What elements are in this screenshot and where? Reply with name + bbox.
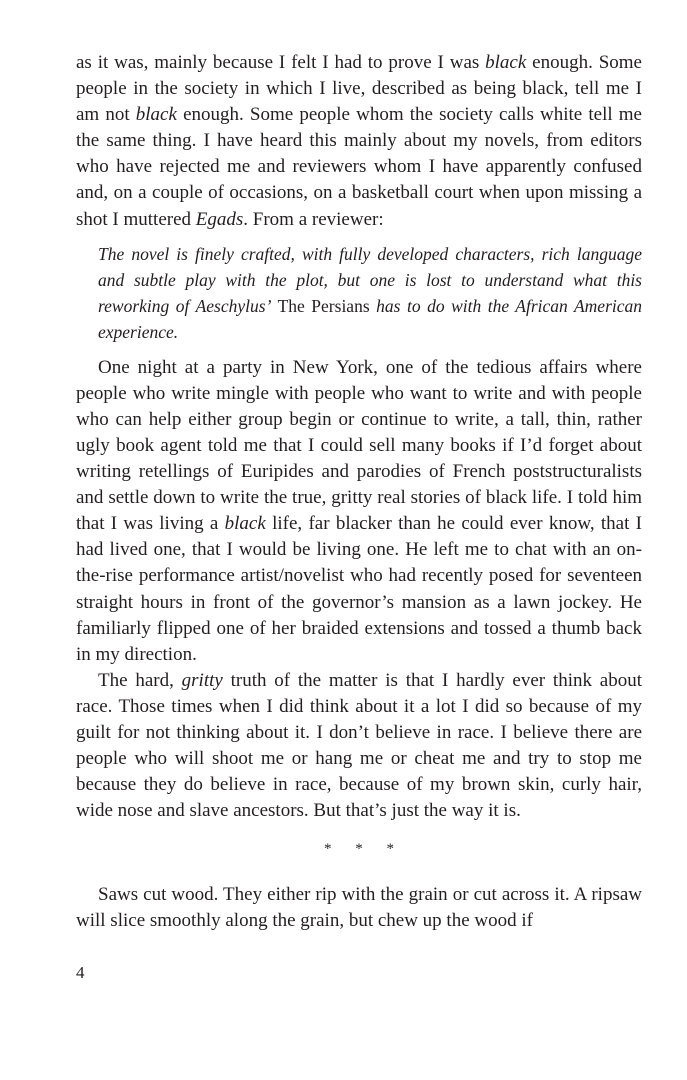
paragraph-text: Saws cut wood. They either rip with the grain or cut across it. A ripsaw will slice smoothly along the grain, but chew up the wood if	[76, 884, 642, 932]
paragraph-text: truth of the matter is that I hardly ever think about race. Those times when I did think about it a lot I did so because of my guilt for not thinking about it. I don’t believe in race. I believe there are people who will shoot me or hang me or cheat me and try to stop me because they do believe in race, because of my brown skin, curly hair, wide nose and slave ancestors. But that’s just the way it is.	[76, 669, 642, 822]
paragraph-text: enough. Some people in the society in which I live, described as being black, tell me I am not	[76, 52, 642, 126]
paragraph-saws	[76, 882, 642, 934]
paragraph-text: One night at a party in New York, one of the tedious affairs where people who write mingle with people who want to write and with people who can help either group begin or continue to write, a tall, thin, rather ugly book agent told me that I could sell many books if I’d forget about writing retellings of Euripides and parodies of French poststructuralists and settle down to write the true, gritty real stories of black life. I told him that I was living a	[76, 356, 642, 535]
paragraph-party	[76, 355, 642, 668]
paragraph-text: enough. Some people whom the society calls white tell me the same thing. I have heard this mainly about my novels, from editors who have rejected me and reviewers whom I have apparently confused and, on a couple of occasions, on a basketball court when upon missing a shot I muttered	[76, 104, 642, 230]
section-break-ornament: * * *	[324, 841, 404, 858]
emphasis-text: black	[485, 52, 527, 73]
paragraph-text: as it was, mainly because I felt I had to prove I was	[76, 52, 486, 73]
quote-text: The novel is finely crafted, with fully developed characters, rich language and subtle play with the plot, but one is lost to understand what this reworking of Aeschylus’	[98, 243, 642, 316]
reviewer-quote	[98, 241, 642, 345]
emphasis-text: black	[224, 513, 266, 535]
page-number: 4	[76, 963, 85, 982]
quote-text: has to do with the African American experience.	[98, 295, 643, 342]
paragraph-text: life, far blacker than he could ever know, that I had lived one, that I would be living one. He left me to chat with an on-the-rise performance artist/novelist who had recently posed for seventeen straight hours in front of the governor’s mansion as a lawn jockey. He familiarly flipped one of her braided extensions and tossed a thumb back in my direction.	[76, 513, 642, 665]
paragraph-text: The hard,	[98, 669, 182, 691]
emphasis-text: black	[135, 104, 177, 126]
page-body	[76, 50, 642, 935]
emphasis-text: Egads	[195, 208, 244, 230]
paragraph-text: . From a reviewer:	[243, 208, 384, 230]
book-title-text: The Persians	[271, 295, 377, 316]
paragraph-continued	[76, 50, 642, 233]
paragraph-race	[76, 668, 642, 825]
emphasis-text: gritty	[181, 669, 223, 691]
